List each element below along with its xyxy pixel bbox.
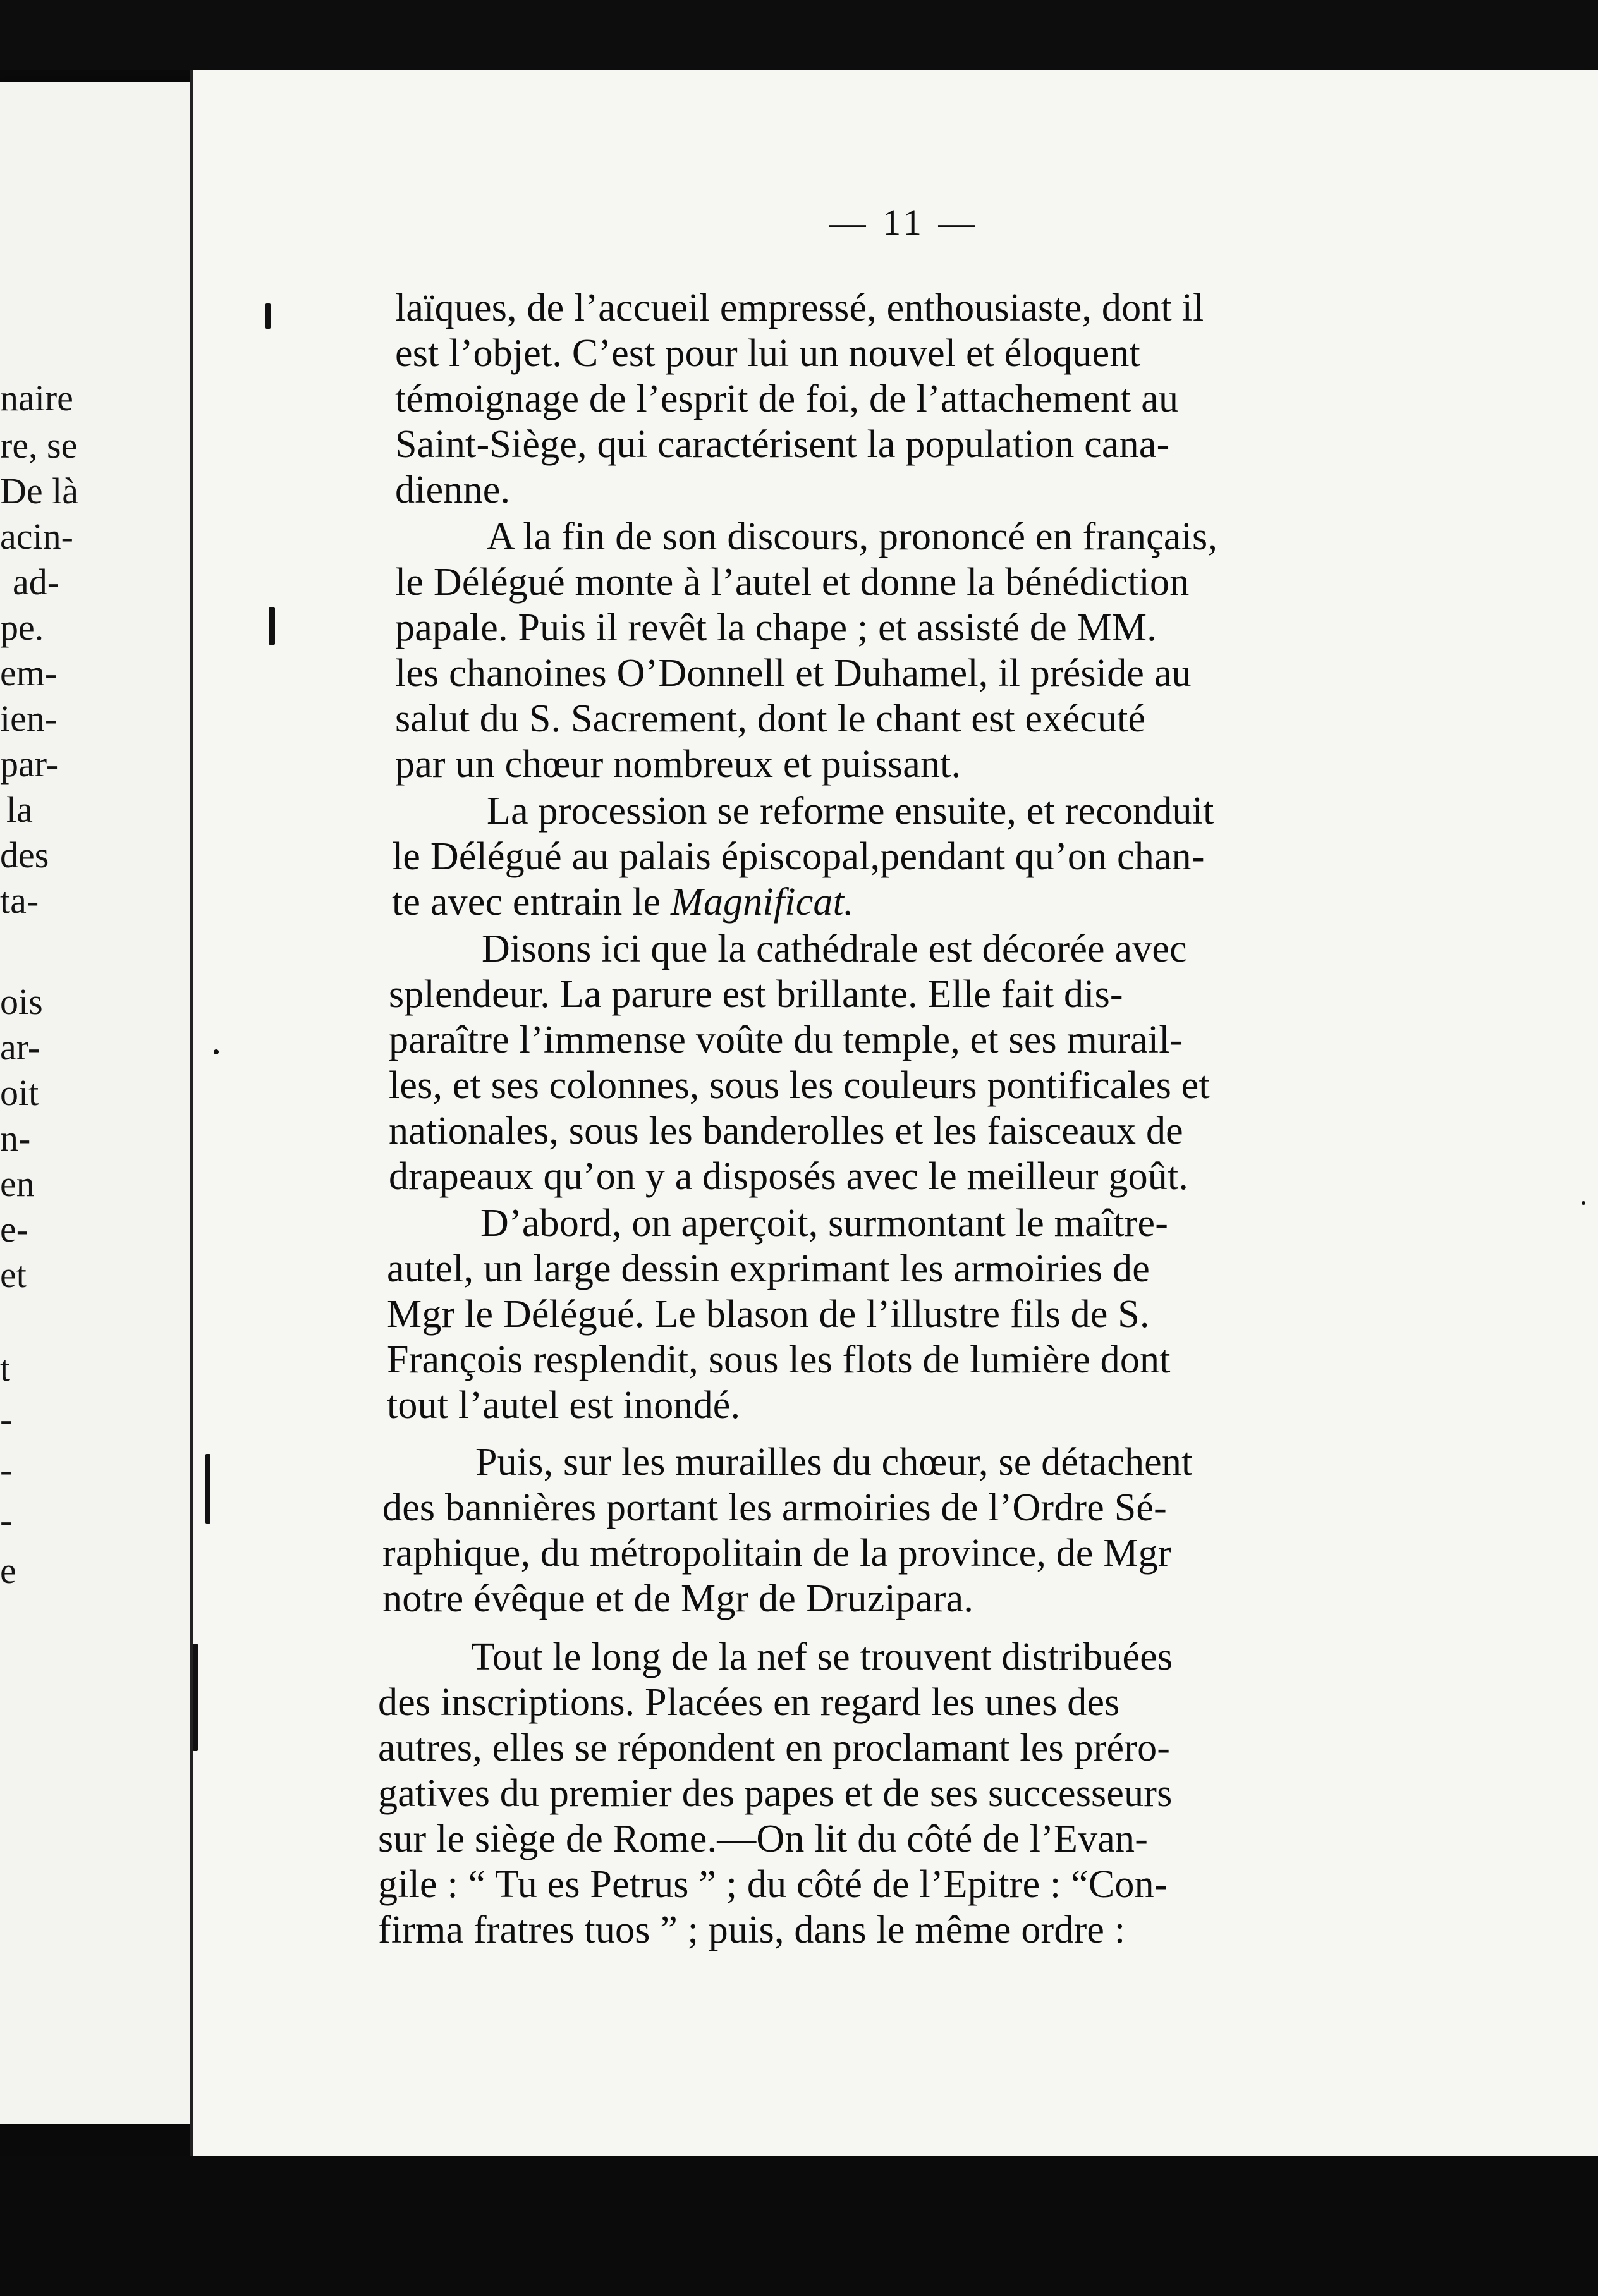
text-line: notre évêque et de Mgr de Druzipara. [382,1577,974,1620]
text-line: dienne. [395,468,511,511]
facing-page-fragment: - [0,1499,13,1541]
text-line: témoignage de l’esprit de foi, de l’attachement au [395,377,1179,420]
text-line: A la fin de son discours, prononcé en français, [487,515,1218,558]
text-line: papale. Puis il revêt la chape ; et assisté de MM. [395,606,1157,649]
text-line: firma fratres tuos ” ; puis, dans le même ordre : [378,1908,1126,1951]
text-line: drapeaux qu’on y a disposés avec le meilleur goût. [389,1155,1189,1198]
facing-page-fragment: ois [0,981,43,1022]
facing-page-fragment: - [0,1449,13,1490]
text-line: nationales, sous les banderolles et les faisceaux de [389,1109,1183,1152]
text-line: est l’objet. C’est pour lui un nouvel et éloquent [395,332,1140,375]
facing-page-fragment: ta- [0,880,39,921]
text-line: raphique, du métropolitain de la province, de Mgr [382,1532,1171,1575]
text-line: Disons ici que la cathédrale est décorée avec [482,927,1187,970]
scan-speck [214,1049,219,1054]
text-line: sur le siège de Rome.—On lit du côté de l’Evan- [378,1817,1149,1860]
facing-page-fragment: naire [0,377,73,418]
text-line [392,880,854,925]
text-line: La procession se reforme ensuite, et reconduit [487,790,1214,833]
text-fragment: te avec entrain le [392,881,661,924]
scan-speck [1582,1201,1585,1205]
text-line: gile : “ Tu es Petrus ” ; du côté de l’Epitre : “Con- [378,1863,1168,1906]
text-line: tout l’autel est inondé. [387,1384,741,1427]
facing-page-fragment: e- [0,1209,29,1250]
text-line: autel, un large dessin exprimant les armoiries de [387,1247,1150,1290]
facing-page-fragment: acin- [0,516,73,557]
text-line: splendeur. La parure est brillante. Elle fait dis- [389,973,1123,1016]
facing-page-fragment: ad- [13,561,60,602]
facing-page-fragment: par- [0,743,59,785]
facing-page-fragment: oit [0,1072,39,1113]
text-line: Saint-Siège, qui caractérisent la population cana- [395,423,1170,466]
facing-page-fragment: ar- [0,1027,40,1068]
page-number: — 11 — [829,202,979,243]
text-line: François resplendit, sous les flots de lumière dont [387,1338,1171,1381]
text-line: D’abord, on aperçoit, surmontant le maître- [480,1202,1169,1245]
text-line: Tout le long de la nef se trouvent distribuées [471,1635,1173,1678]
facing-page-fragment: ien- [0,698,58,739]
italic-title: Magnificat. [670,881,854,924]
facing-page-fragment: pe. [0,607,44,648]
facing-page-fragment: en [0,1163,35,1204]
text-line: des bannières portant les armoiries de l’Ordre Sé- [382,1486,1167,1529]
facing-page-fragment: la [6,789,33,830]
text-line: le Délégué monte à l’autel et donne la bénédiction [395,561,1190,604]
facing-page-fragment: des [0,834,49,876]
text-line: le Délégué au palais épiscopal,pendant qu’on chan- [392,835,1205,878]
facing-page-fragment: - [0,1398,13,1439]
text-line: les, et ses colonnes, sous les couleurs pontificales et [389,1064,1210,1107]
text-line: des inscriptions. Placées en regard les unes des [378,1681,1120,1724]
text-line: autres, elles se répondent en proclamant les préro- [378,1726,1171,1769]
facing-page-fragment: n- [0,1118,31,1159]
text-line: Puis, sur les murailles du chœur, se détachent [475,1441,1193,1484]
text-line: paraître l’immense voûte du temple, et ses murail- [389,1018,1183,1061]
scan-speck [193,1644,198,1751]
facing-page-fragment: De là [0,470,78,511]
facing-page-fragment: e [0,1550,16,1591]
scan-top-border [0,0,1598,70]
text-line: les chanoines O’Donnell et Duhamel, il préside au [395,652,1192,695]
text-line: gatives du premier des papes et de ses successeurs [378,1772,1173,1815]
scan-bottom-border [0,2156,1598,2296]
facing-page-fragment: et [0,1254,27,1295]
text-line: salut du S. Sacrement, dont le chant est exécuté [395,697,1146,740]
facing-page-fragment: re, se [0,425,78,466]
text-line: Mgr le Délégué. Le blason de l’illustre fils de S. [387,1293,1150,1336]
facing-page-fragment: em- [0,652,58,693]
scan-speck [265,303,271,329]
scan-speck [269,607,275,645]
text-line: par un chœur nombreux et puissant. [395,743,961,786]
text-line: laïques, de l’accueil empressé, enthousiaste, dont il [395,286,1204,329]
facing-page-fragment: t [0,1348,11,1389]
scan-speck [205,1454,210,1524]
